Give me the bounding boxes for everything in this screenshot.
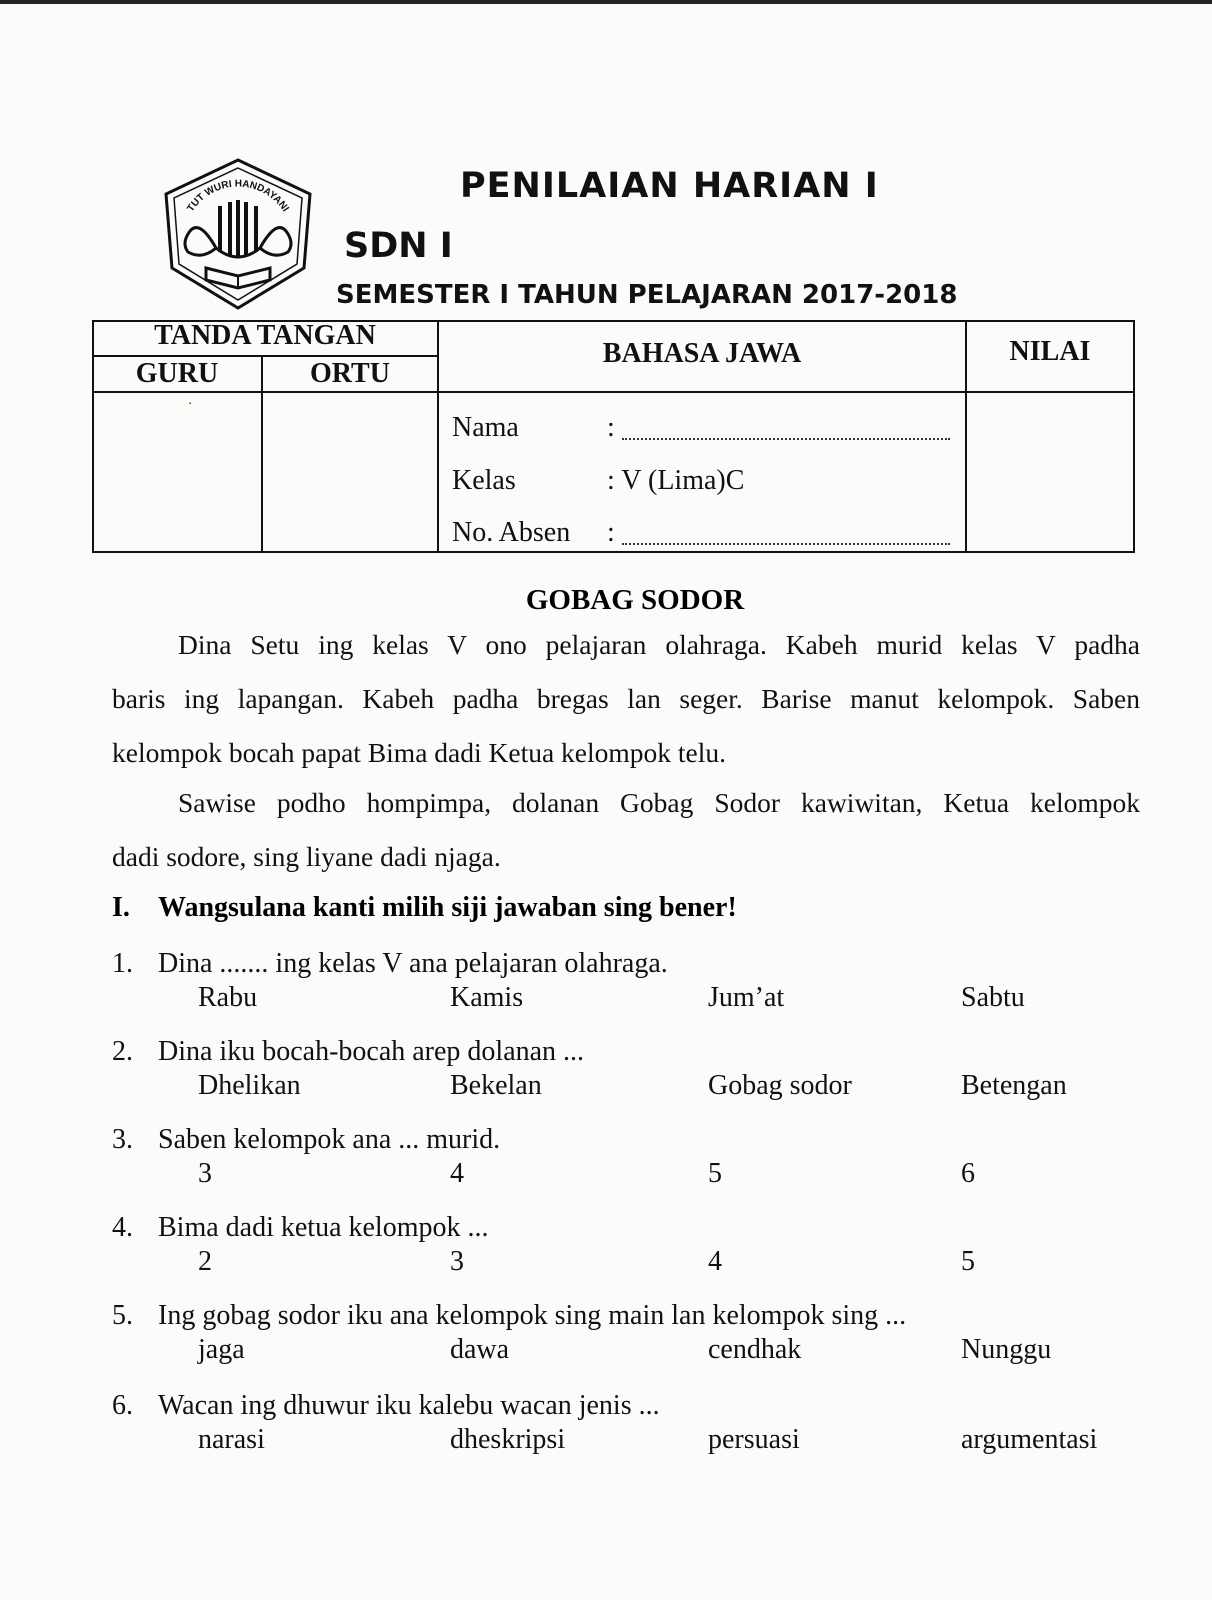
answer-option[interactable]: Sabtu [961, 982, 1025, 1013]
answer-option[interactable]: jaga [198, 1334, 245, 1365]
identity-table [92, 320, 1135, 563]
question-number: 1. [112, 948, 133, 979]
school-name: SDN I [344, 226, 453, 266]
answer-option[interactable]: 3 [198, 1158, 212, 1189]
paragraph-line: dadi sodore, sing liyane dadi njaga. [112, 841, 501, 872]
top-border-line [0, 0, 1212, 4]
question-3 [112, 1124, 1152, 1212]
question-5 [112, 1300, 1152, 1388]
reading-paragraph-2 [112, 776, 1140, 884]
question-1 [112, 948, 1152, 1036]
answer-option[interactable]: Nunggu [961, 1334, 1052, 1365]
paragraph-line: kelompok bocah papat Bima dadi Ketua kelompok telu. [112, 737, 727, 768]
question-text: Bima dadi ketua kelompok ... [158, 1212, 489, 1243]
question-text: Dina ....... ing kelas V ana pelajaran olahraga. [158, 948, 668, 979]
section-text: Wangsulana kanti milih siji jawaban sing bener! [158, 892, 737, 923]
paragraph-line: Dina Setu ing kelas V ono pelajaran olahraga. Kabeh murid kelas V padha [178, 629, 1140, 660]
signature-header: TANDA TANGAN [154, 320, 376, 351]
reading-title: GOBAG SODOR [525, 584, 745, 616]
answer-option[interactable]: argumentasi [961, 1424, 1098, 1455]
question-6 [112, 1390, 1152, 1478]
roll-number-label: No. Absen [452, 517, 571, 548]
tut-wuri-handayani-logo-icon [158, 156, 318, 316]
exam-title: PENILAIAN HARIAN I [460, 166, 879, 206]
svg-text:TUT WURI HANDAYANI: TUT WURI HANDAYANI [185, 178, 291, 214]
answer-option[interactable]: 3 [450, 1246, 464, 1277]
paragraph-line: Sawise podho hompimpa, dolanan Gobag Sodor kawiwitan, Ketua kelompok [178, 787, 1140, 818]
question-4 [112, 1212, 1152, 1300]
answer-option[interactable]: Rabu [198, 982, 258, 1013]
question-number: 2. [112, 1036, 133, 1067]
name-label: Nama [452, 412, 519, 443]
question-2 [112, 1036, 1152, 1124]
answer-option[interactable]: Betengan [961, 1070, 1067, 1101]
subject-header: BAHASA JAWA [602, 338, 802, 369]
question-number: 4. [112, 1212, 133, 1243]
answer-option[interactable]: 5 [961, 1246, 975, 1277]
answer-option[interactable]: dheskripsi [450, 1424, 566, 1455]
red-mark: ˙ [188, 400, 194, 420]
grade-header: NILAI [1009, 336, 1091, 367]
answer-option[interactable]: 4 [450, 1158, 464, 1189]
class-label: Kelas [452, 465, 516, 496]
question-text: Dina iku bocah-bocah arep dolanan ... [158, 1036, 585, 1067]
answer-option[interactable]: cendhak [708, 1334, 802, 1365]
parent-header: ORTU [310, 358, 390, 389]
answer-option[interactable]: persuasi [708, 1424, 800, 1455]
answer-option[interactable]: 5 [708, 1158, 722, 1189]
name-input-line[interactable] [622, 438, 950, 440]
answer-option[interactable]: Kamis [450, 982, 524, 1013]
class-value: : V (Lima)C [607, 465, 745, 496]
roll-number-colon: : [607, 517, 615, 548]
question-text: Ing gobag sodor iku ana kelompok sing main lan kelompok sing ... [158, 1300, 907, 1331]
answer-option[interactable]: dawa [450, 1334, 510, 1365]
question-number: 6. [112, 1390, 133, 1421]
paragraph-line: baris ing lapangan. Kabeh padha bregas lan seger. Barise manut kelompok. Saben [112, 683, 1140, 714]
question-text: Wacan ing dhuwur iku kalebu wacan jenis ... [158, 1390, 660, 1421]
semester-line: SEMESTER I TAHUN PELAJARAN 2017-2018 [336, 280, 958, 310]
answer-option[interactable]: 6 [961, 1158, 975, 1189]
roll-number-input-line[interactable] [622, 543, 950, 545]
teacher-header: GURU [135, 358, 219, 389]
answer-option[interactable]: 4 [708, 1246, 722, 1277]
question-text: Saben kelompok ana ... murid. [158, 1124, 501, 1155]
section-number: I. [112, 892, 130, 923]
answer-option[interactable]: Jum’at [708, 982, 785, 1013]
answer-option[interactable]: narasi [198, 1424, 265, 1455]
answer-option[interactable]: 2 [198, 1246, 212, 1277]
answer-option[interactable]: Dhelikan [198, 1070, 301, 1101]
answer-option[interactable]: Gobag sodor [708, 1070, 852, 1101]
question-number: 3. [112, 1124, 133, 1155]
answer-option[interactable]: Bekelan [450, 1070, 542, 1101]
reading-paragraph-1 [112, 618, 1140, 780]
question-number: 5. [112, 1300, 133, 1331]
name-colon: : [607, 412, 615, 443]
